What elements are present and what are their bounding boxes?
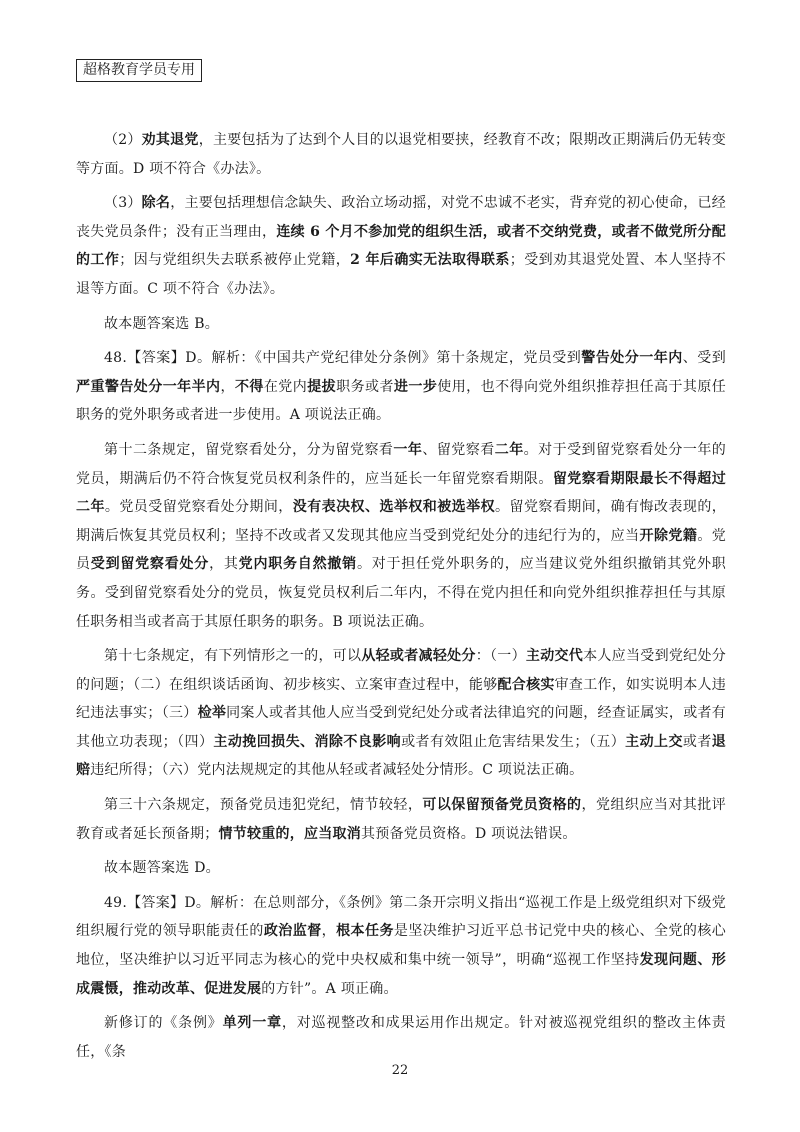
text-span: 是坚决维护习近平总书记党中央的核心、全党的核心地位，坚决维护以习近平同志为核心的党中央权威和集中统一领导”，明确“巡视工作坚持 bbox=[76, 923, 727, 969]
text-span: 、留党察看 bbox=[422, 441, 495, 458]
text-span: 故本题答案选 D。 bbox=[104, 860, 220, 877]
bold-text: 主动交代 bbox=[525, 648, 584, 665]
bold-text: 退赔 bbox=[76, 733, 727, 779]
bold-text: 除名 bbox=[141, 195, 171, 212]
text-span: 。留党察看期间，确有悔改表现的，期满后恢复其党员权利；坚持不改或者又发现其他应当受到党纪处分的违纪行为的，应当 bbox=[76, 499, 727, 544]
text-span: 的方针”。A 项正确。 bbox=[261, 980, 398, 997]
bold-text: 配合核实 bbox=[497, 676, 555, 693]
text-span: ，主要包括为了达到个人目的以退党相要挟，经教育不改；限期改正期满后仍无转变等方面。D 项不符合《办法》。 bbox=[76, 132, 727, 177]
paragraph bbox=[76, 791, 726, 848]
text-span: 。对于担任党外职务的，应当建议党外组织撤销其党外职务。受到留党察看处分的党员，恢复党员权利后二年内，不得在党内担任和向党外组织推荐担任与其原任职务相当或者高于其原任职务的职务。B 项说法正确。 bbox=[76, 556, 727, 630]
text-span: 或者 bbox=[682, 733, 712, 750]
bold-text: 政治监督 bbox=[263, 923, 322, 940]
page-number: 22 bbox=[391, 1063, 409, 1078]
paragraph bbox=[76, 436, 726, 636]
text-span: ；受到劝其退党处置、本人坚持不退等方面。C 项不符合《办法》。 bbox=[76, 252, 727, 297]
text-span: 。党员 bbox=[76, 527, 727, 573]
paragraph bbox=[76, 344, 726, 430]
text-span: 49.【答案】D。解析：在总则部分，《条例》第二条开宗明义指出“巡视工作是上级党组织对下级党组织履行党的领导职能责任的 bbox=[76, 894, 726, 940]
bold-text: 一年 bbox=[393, 441, 423, 458]
paragraph bbox=[76, 189, 726, 303]
text-span: 审查工作，如实说明本人违纪违法事实；（三） bbox=[76, 676, 727, 722]
bold-text: 可以保留预备党员资格的 bbox=[422, 797, 582, 814]
text-span: ， bbox=[321, 923, 337, 940]
text-span: 。对于受到留党察看处分一年的党员，期满后仍不符合恢复党员权利条件的，应当延长一年留党察看期限。 bbox=[76, 441, 727, 487]
text-span: 48.【答案】D。解析：《中国共产党纪律处分条例》第十条规定，党员受到 bbox=[104, 350, 582, 367]
text-span: 职务或者 bbox=[336, 378, 394, 395]
text-span: 故本题答案选 B。 bbox=[104, 315, 219, 332]
bold-text: 情节较重的，应当取消 bbox=[218, 825, 361, 842]
bold-text: 检举 bbox=[197, 705, 227, 722]
text-span: ；因与党组织失去联系被停止党籍， bbox=[119, 252, 351, 269]
bold-text: 劝其退党 bbox=[141, 132, 199, 148]
text-span: ，主要包括理想信念缺失、政治立场动摇，对党不忠诚不老实，背弃党的初心使命，已经丧失党员条件；没有正当理由， bbox=[76, 195, 727, 240]
text-span: ， bbox=[220, 378, 235, 395]
text-span: 第十二条规定，留党察看处分，分为留党察看 bbox=[104, 441, 394, 458]
bold-text: 不得 bbox=[234, 378, 264, 395]
bold-text: 受到留党察看处分 bbox=[90, 556, 210, 573]
bold-text: 进一步 bbox=[393, 378, 438, 395]
paragraph bbox=[76, 1009, 726, 1066]
text-span: ，党组织应当对其批评教育或者延长预备期； bbox=[76, 797, 726, 842]
bold-text: 主动挽回损失、消除不良影响 bbox=[213, 733, 402, 750]
bold-text: 从轻或者减轻处分 bbox=[361, 648, 476, 665]
text-span: 第十七条规定，有下列情形之一的，可以 bbox=[104, 648, 362, 665]
text-span: （2） bbox=[104, 132, 142, 148]
bold-text: 2 年后确实无法取得联系 bbox=[350, 252, 510, 269]
text-span: 其预备党员资格。D 项说法错误。 bbox=[361, 825, 577, 842]
bold-text: 党内职务自然撤销 bbox=[238, 556, 357, 573]
text-span: 、受到 bbox=[682, 350, 727, 367]
text-span: 。党员受留党察看处分期间， bbox=[104, 499, 293, 516]
bold-text: 根本任务 bbox=[336, 923, 394, 940]
bold-text: 单列一章 bbox=[222, 1015, 282, 1032]
header-label: 超格教育学员专用 bbox=[76, 59, 202, 82]
text-span: 本人应当受到党纪处分的问题；（二）在组织谈话函询、初步核实、立案审查过程中，能够 bbox=[76, 648, 727, 693]
bold-text: 主动上交 bbox=[625, 733, 683, 750]
bold-text: 警告处分一年内 bbox=[581, 350, 683, 367]
paragraph bbox=[76, 310, 726, 339]
text-span: （3） bbox=[104, 195, 142, 212]
bold-text: 连续 6 个月不参加党的组织生活，或者不交纳党费，或者不做党所分配的工作 bbox=[76, 223, 726, 269]
bold-text: 严重警告处分一年半内 bbox=[76, 378, 221, 395]
bold-text: 开除党籍 bbox=[639, 527, 698, 544]
text-span: ，其 bbox=[209, 556, 239, 573]
text-span: 新修订的《条例》 bbox=[104, 1015, 223, 1032]
text-span: 违纪所得；（六）党内法规规定的其他从轻或者减轻处分情形。C 项说法正确。 bbox=[90, 762, 584, 779]
paragraph bbox=[76, 854, 726, 883]
text-span: 在党内 bbox=[263, 378, 308, 395]
paragraph bbox=[76, 642, 726, 785]
text-span: ，对巡视整改和成果运用作出规定。针对被巡视党组织的整改主体责任，《条 bbox=[76, 1015, 727, 1060]
text-span: 或者有效阻止危害结果发生；（五） bbox=[401, 733, 626, 750]
bold-text: 发现问题、形成震慑，推动改革、促进发展 bbox=[76, 952, 727, 997]
document-body bbox=[76, 126, 726, 1072]
bold-text: 没有表决权、选举权和被选举权 bbox=[292, 499, 496, 516]
text-span: 同案人或者其他人应当受到党纪处分或者法律追究的问题，经查证属实，或者有其他立功表现；（四） bbox=[76, 705, 727, 750]
bold-text: 留党察看期限最长不得超过二年 bbox=[76, 470, 726, 516]
text-span: 第三十六条规定，预备党员违犯党纪，情节较轻， bbox=[104, 797, 423, 814]
text-span: 使用，也不得向党外组织推荐担任高于其原任职务的党外职务或者进一步使用。A 项说法正确。 bbox=[76, 378, 727, 424]
paragraph bbox=[76, 126, 726, 183]
text-span: ：（一） bbox=[475, 648, 526, 665]
bold-text: 二年 bbox=[494, 441, 524, 458]
paragraph bbox=[76, 889, 726, 1003]
bold-text: 提拔 bbox=[307, 378, 337, 395]
